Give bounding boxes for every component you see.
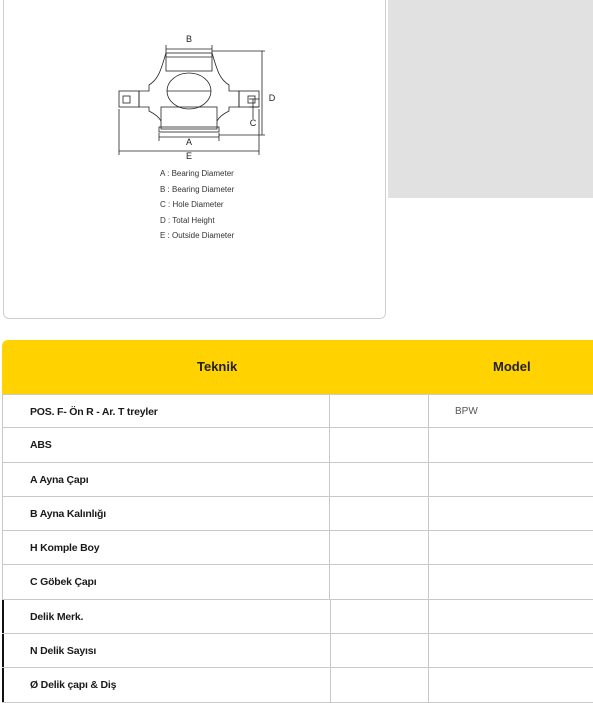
label-a: A (185, 137, 193, 147)
row-label: POS. F- Ön R - Ar. T treyler (30, 406, 158, 418)
row-value: BPW (455, 406, 478, 417)
table-row (2, 394, 593, 428)
diagram-legend (160, 166, 234, 244)
row-label: H Komple Boy (30, 542, 100, 555)
legend-item: E : Outside Diameter (160, 231, 235, 241)
table-row (2, 668, 593, 702)
label-d: D (268, 93, 276, 103)
spec-table (2, 340, 593, 703)
table-row (2, 634, 593, 668)
table-row (2, 463, 593, 497)
header-model: Model (493, 359, 531, 374)
label-b: B (185, 34, 193, 44)
label-e: E (185, 151, 193, 159)
row-label: A Ayna Çapı (30, 473, 89, 486)
legend-item: A : Bearing Diameter (160, 169, 234, 178)
legend-item: B : Bearing Diameter (160, 184, 235, 194)
row-label: Ø Delik çapı & Diş (30, 679, 117, 692)
diagram-card (3, 0, 386, 319)
label-c: C (249, 118, 257, 128)
row-label: Delik Merk. (30, 610, 84, 623)
table-row (2, 428, 593, 462)
table-row (2, 565, 593, 599)
legend-item: C : Hole Diameter (160, 200, 224, 210)
hub-diagram (109, 29, 279, 159)
header-teknik: Teknik (197, 359, 238, 374)
row-label: B Ayna Kalınlığı (30, 507, 106, 520)
row-label: ABS (30, 439, 52, 452)
side-panel (388, 0, 593, 198)
legend-item: D : Total Height (160, 215, 215, 225)
row-label: C Göbek Çapı (30, 576, 97, 589)
table-row (2, 600, 593, 634)
table-row (2, 497, 593, 531)
row-label: N Delik Sayısı (30, 645, 97, 658)
table-header (2, 340, 593, 394)
table-row (2, 531, 593, 565)
